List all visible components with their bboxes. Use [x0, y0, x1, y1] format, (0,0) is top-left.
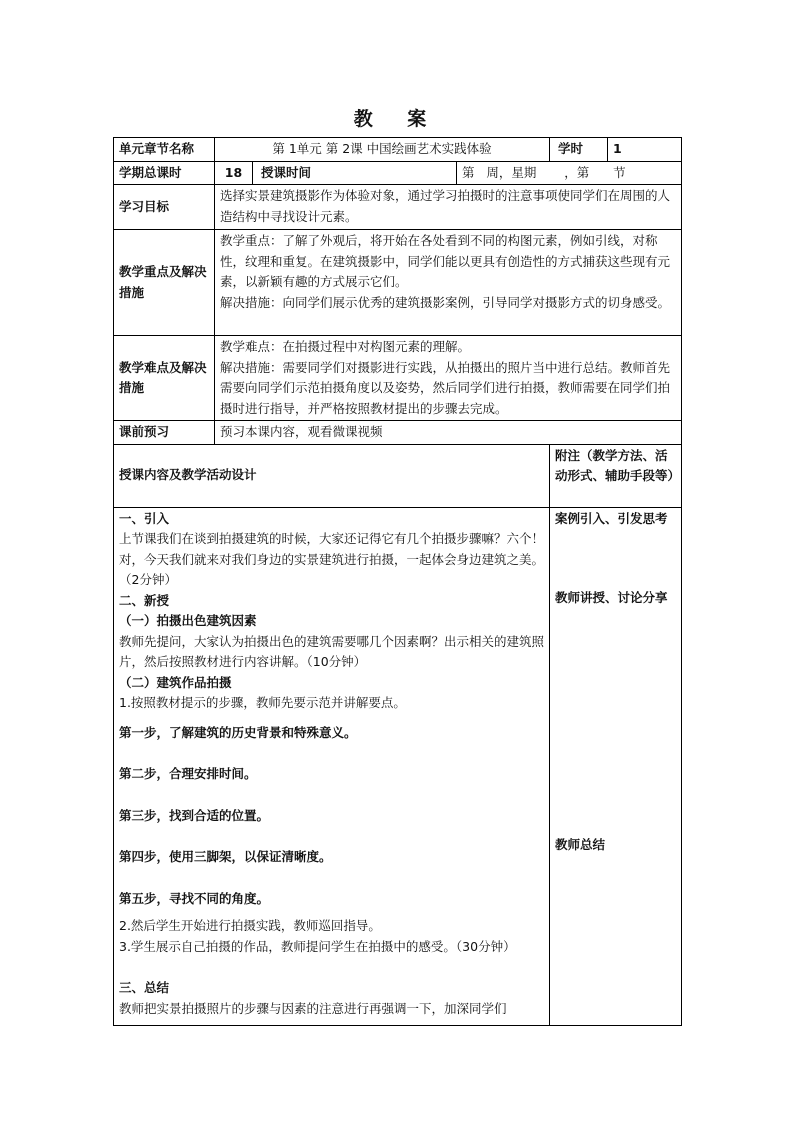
note-teaching: 教师讲授、讨论分享 [555, 590, 668, 605]
subsection-shooting-title: （二）建筑作品拍摄 [119, 674, 232, 690]
goals-label: 学习目标 [114, 185, 215, 230]
key-points-label: 教学重点及解决措施 [114, 230, 215, 336]
subsection-factors-text: 教师先提问，大家认为拍摄出色的建筑需要哪几个因素啊？出示相关的建筑照片，然后按照教材进行内容讲解。（10分钟） [119, 633, 545, 669]
unit-label: 单元章节名称 [114, 138, 215, 162]
key-points-cell [215, 230, 682, 336]
lesson-plan-table [113, 137, 681, 1026]
section-intro-title: 一、引入 [119, 510, 170, 526]
section-summary-title: 三、总结 [119, 980, 170, 995]
content-cell [114, 507, 550, 1025]
preview-label: 课前预习 [114, 421, 215, 445]
time-label [253, 161, 457, 185]
section-summary-text: 教师把实景拍摄照片的步骤与因素的注意进行再强调一下，加深同学们 [119, 1000, 507, 1016]
difficulties-cell [215, 336, 682, 421]
notes-header: 附注（教学方法、活动形式、辅助手段等） [550, 444, 682, 507]
unit-value: 第 1单元 第 2课 中国绘画艺术实践体验 [215, 138, 550, 162]
time-value: 第 周，星期 ，第 节 [457, 161, 682, 185]
step-1: 第一步，了解建筑的历史背景和特殊意义。 [119, 724, 357, 740]
item-3: 3.学生展示自己拍摄的作品，教师提问学生在拍摄中的感受。（30分钟） [119, 938, 516, 954]
section-intro-text: 上节课我们在谈到拍摄建筑的时候，大家还记得它有几个拍摄步骤嘛？六个！对，今天我们就来对我们身边的实景建筑进行拍摄，一起体会身边建筑之美。（2分钟） [119, 531, 545, 587]
section-new-title: 二、新授 [119, 592, 170, 608]
note-summary: 教师总结 [555, 836, 606, 852]
preview-text: 预习本课内容，观看微课视频 [215, 421, 682, 445]
key-points-text: 教学重点：了解了外观后，将开始在各处看到不同的构图元素，例如引线，对称性，纹理和重复。在建筑摄影中，同学们能以更具有创造性的方式捕获这些现有元素，以新颖有趣的方式展示它们。 [220, 233, 671, 289]
step-3: 第三步，找到合适的位置。 [119, 807, 270, 823]
difficulties-label: 教学难点及解决措施 [114, 336, 215, 421]
term-label: 学期总课时 [114, 161, 215, 185]
term-value: 18 [215, 161, 253, 185]
difficulties-solution: 解决措施：需要同学们对摄影进行实践，从拍摄出的照片当中进行总结。教师首先需要向同学们示范拍摄角度以及姿势，然后同学们进行拍摄，教师需要在同学们拍摄时进行指导，并严格按照教材提出的步骤去完成。 [220, 359, 671, 416]
subsection-factors-title: （一）拍摄出色建筑因素 [119, 613, 257, 628]
notes-cell [550, 507, 682, 1025]
step-5: 第五步，寻找不同的角度。 [119, 890, 270, 906]
design-label: 授课内容及教学活动设计 [114, 444, 550, 507]
step-4: 第四步，使用三脚架，以保证清晰度。 [119, 849, 332, 864]
time-label-text: 授课时间 [261, 164, 312, 180]
hours-label: 学时 [550, 138, 608, 162]
goals-text: 选择实景建筑摄影作为体验对象，通过学习拍摄时的注意事项使同学们在周围的人造结构中寻找设计元素。 [215, 185, 682, 230]
note-intro: 案例引入、引发思考 [555, 510, 668, 526]
item-2: 2.然后学生开始进行拍摄实践，教师巡回指导。 [119, 918, 381, 933]
subsection-shooting-text: 1.按照教材提示的步骤，教师先要示范并讲解要点。 [119, 695, 406, 710]
key-points-solution: 解决措施：向同学们展示优秀的建筑摄影案例，引导同学对摄影方式的切身感受。 [220, 294, 671, 310]
document-title: 教 案 [353, 108, 441, 130]
difficulties-text: 教学难点：在拍摄过程中对构图元素的理解。 [220, 339, 471, 354]
hours-value: 1 [608, 138, 682, 162]
step-2: 第二步，合理安排时间。 [119, 766, 257, 781]
